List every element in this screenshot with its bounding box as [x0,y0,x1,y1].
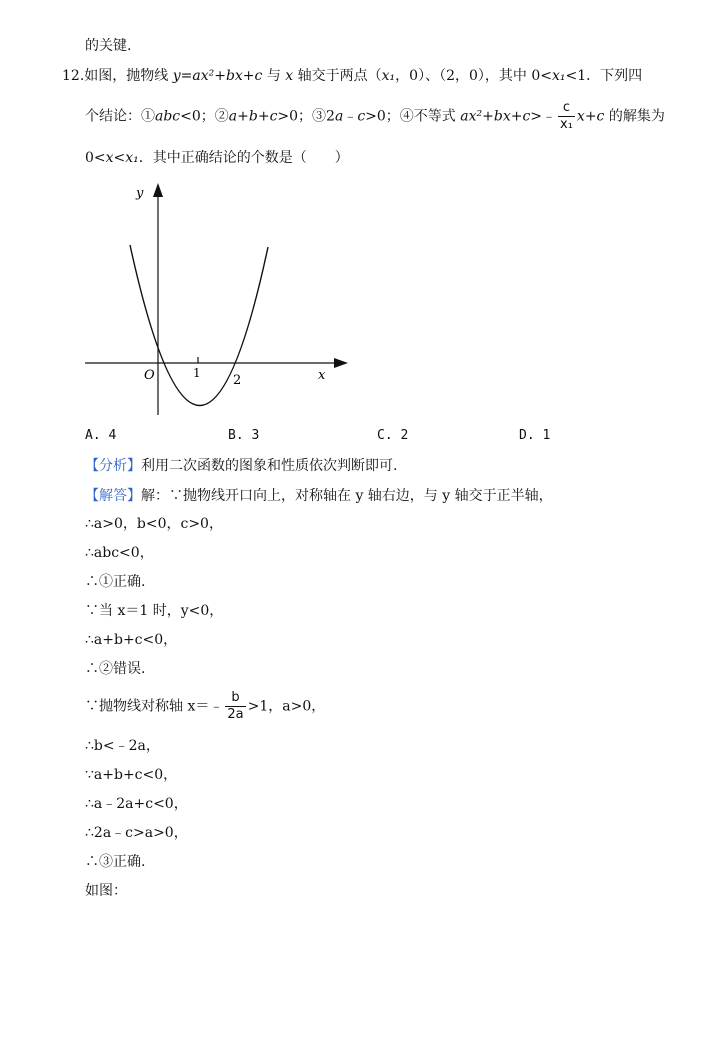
option-a: A. 4 [85,428,117,443]
step-13: 如图： [85,883,127,899]
analysis-line [85,456,397,476]
answer-tag: 【解答】 [85,488,141,504]
x-axis-label: x [318,368,326,383]
step-10: ∴a﹣2a+c<0， [85,796,188,812]
step-9: ∵a+b+c<0， [85,767,178,783]
question-line-2: 个结论：①abc<0；②a+b+c>0；③2a﹣c>0；④不等式 ax²+bx+c>﹣ $\frac{c}{\text{x₁}}$ x+c 的解集为 [85,100,665,132]
question-number: 12. [62,68,85,84]
step-1: ∴a>0，b<0，c>0， [85,516,223,532]
analysis-tag: 【分析】 [85,458,141,474]
previous-page-tail: 的关键. [85,38,132,54]
answer-text: 解：∵抛物线开口向上，对称轴在 y 轴右边，与 y 轴交于正半轴， [141,488,553,504]
answer-line [85,486,553,506]
x-axis-arrow [334,358,348,368]
fraction-c-over-x1: $\frac{c}{\text{x₁}}$ [560,100,573,132]
step-12: ∴③正确. [85,854,146,870]
step-4: ∵当 x＝1 时，y<0， [85,603,224,619]
y-axis-label: y [136,186,144,201]
origin-label: O [144,368,155,383]
option-b: B. 3 [228,428,260,443]
y-axis-arrow [153,183,163,197]
step-3: ∴①正确. [85,574,146,590]
option-c: C. 2 [377,428,409,443]
question-line-1: 12.如图，抛物线 y=ax²+bx+c 与 x 轴交于两点（x₁，0）、（2，0），其中 0<x₁<1．下列四 [62,68,643,84]
step-2: ∴abc<0， [85,545,154,561]
step-6: ∴②错误. [85,661,146,677]
step-7: ∵抛物线对称轴 x＝﹣ $\frac{b}{2a}$ >1，a>0， [85,690,326,722]
question-line-3: 0<x<x₁．其中正确结论的个数是（ ） [85,150,349,166]
step-5: ∴a+b+c<0， [85,632,178,648]
step-8: ∴b<﹣2a， [85,738,160,754]
tick-label-1: 1 [193,366,201,380]
parabola-equation: y=ax²+bx+c [172,68,263,84]
option-d: D. 1 [519,428,551,443]
step-11: ∴2a﹣c>a>0， [85,825,188,841]
tick-label-2: 2 [233,373,242,388]
analysis-text: 利用二次函数的图象和性质依次判断即可. [141,458,398,474]
fraction-b-over-2a: $\frac{b}{2a}$ [227,690,244,722]
parabola-graph [80,175,360,425]
